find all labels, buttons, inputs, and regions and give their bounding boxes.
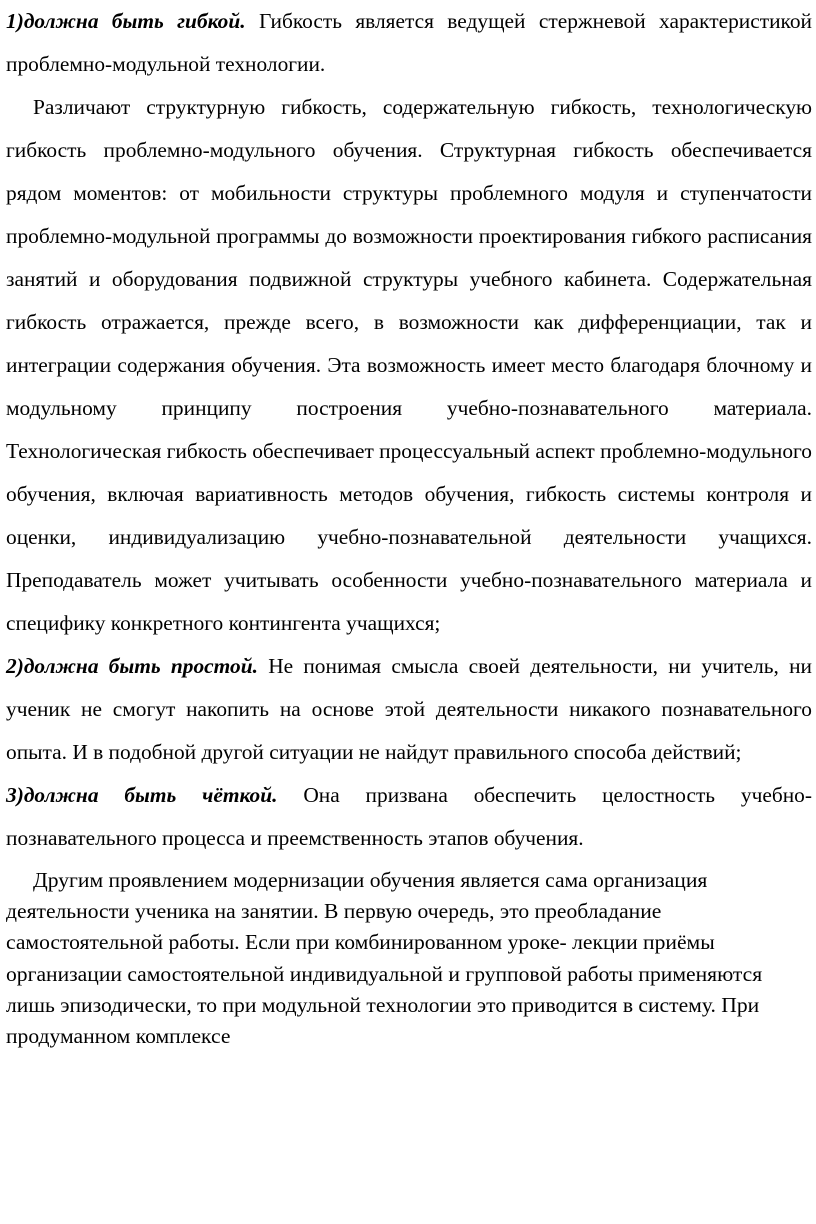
lead-clear: 3)должна быть чёткой. <box>6 783 278 807</box>
requirements-section <box>6 0 812 860</box>
text-flexible: Гибкость является ведущей стержневой характеристикой проблемно-модульной технологии. <box>6 9 812 76</box>
paragraph-modernization: Другим проявлением модернизации обучения является сама организация деятельности ученика на занятии. В первую очередь, это преобладание самостоятельной работы. Если при комбинированном уроке- лекции приёмы организации самостоятельной индивидуальной и групповой работы применяются лишь эпизодически, то при модульной технологии это приводится в систему. При продуманном комплексе <box>6 868 763 1049</box>
text-clear: Она призвана обеспечить целостность учебно-познавательного процесса и преемственность этапов обучения. <box>6 783 812 850</box>
paragraph-flexibility-types: Различают структурную гибкость, содержательную гибкость, технологическую гибкость проблемно-модульного обучения. Структурная гибкость обеспечивается рядом моментов: от мобильности структуры проблемного модуля и ступенчатости проблемно-модульной программы до возможности проектирования гибкого расписания занятий и оборудования подвижной структуры учебного кабинета. Содержательная гибкость отражается, прежде всего, в возможности как дифференциации, так и интеграции содержания обучения. Эта возможность имеет место благодаря блочному и модульному принципу построения учебно-познавательного материала. Технологическая гибкость обеспечивает процессуальный аспект проблемно-модульного обучения, включая вариативность методов обучения, гибкость системы контроля и оценки, индивидуализацию учебно-познавательной деятельности учащихся. Преподаватель может учитывать особенности учебно-познавательного материала и специфику конкретного контингента учащихся; <box>6 95 812 635</box>
text-simple: Не понимая смысла своей деятельности, ни учитель, ни ученик не смогут накопить на основе этой деятельности никакого познавательного опыта. И в подобной другой ситуации не найдут правильного способа действий; <box>6 654 812 764</box>
paragraph-clear <box>6 774 812 860</box>
paragraph-flexible <box>6 0 812 86</box>
paragraph-simple <box>6 645 812 774</box>
document-page <box>6 0 812 1052</box>
modernization-section <box>6 860 812 1052</box>
lead-simple: 2)должна быть простой. <box>6 654 258 678</box>
lead-flexible: 1)должна быть гибкой. <box>6 9 246 33</box>
